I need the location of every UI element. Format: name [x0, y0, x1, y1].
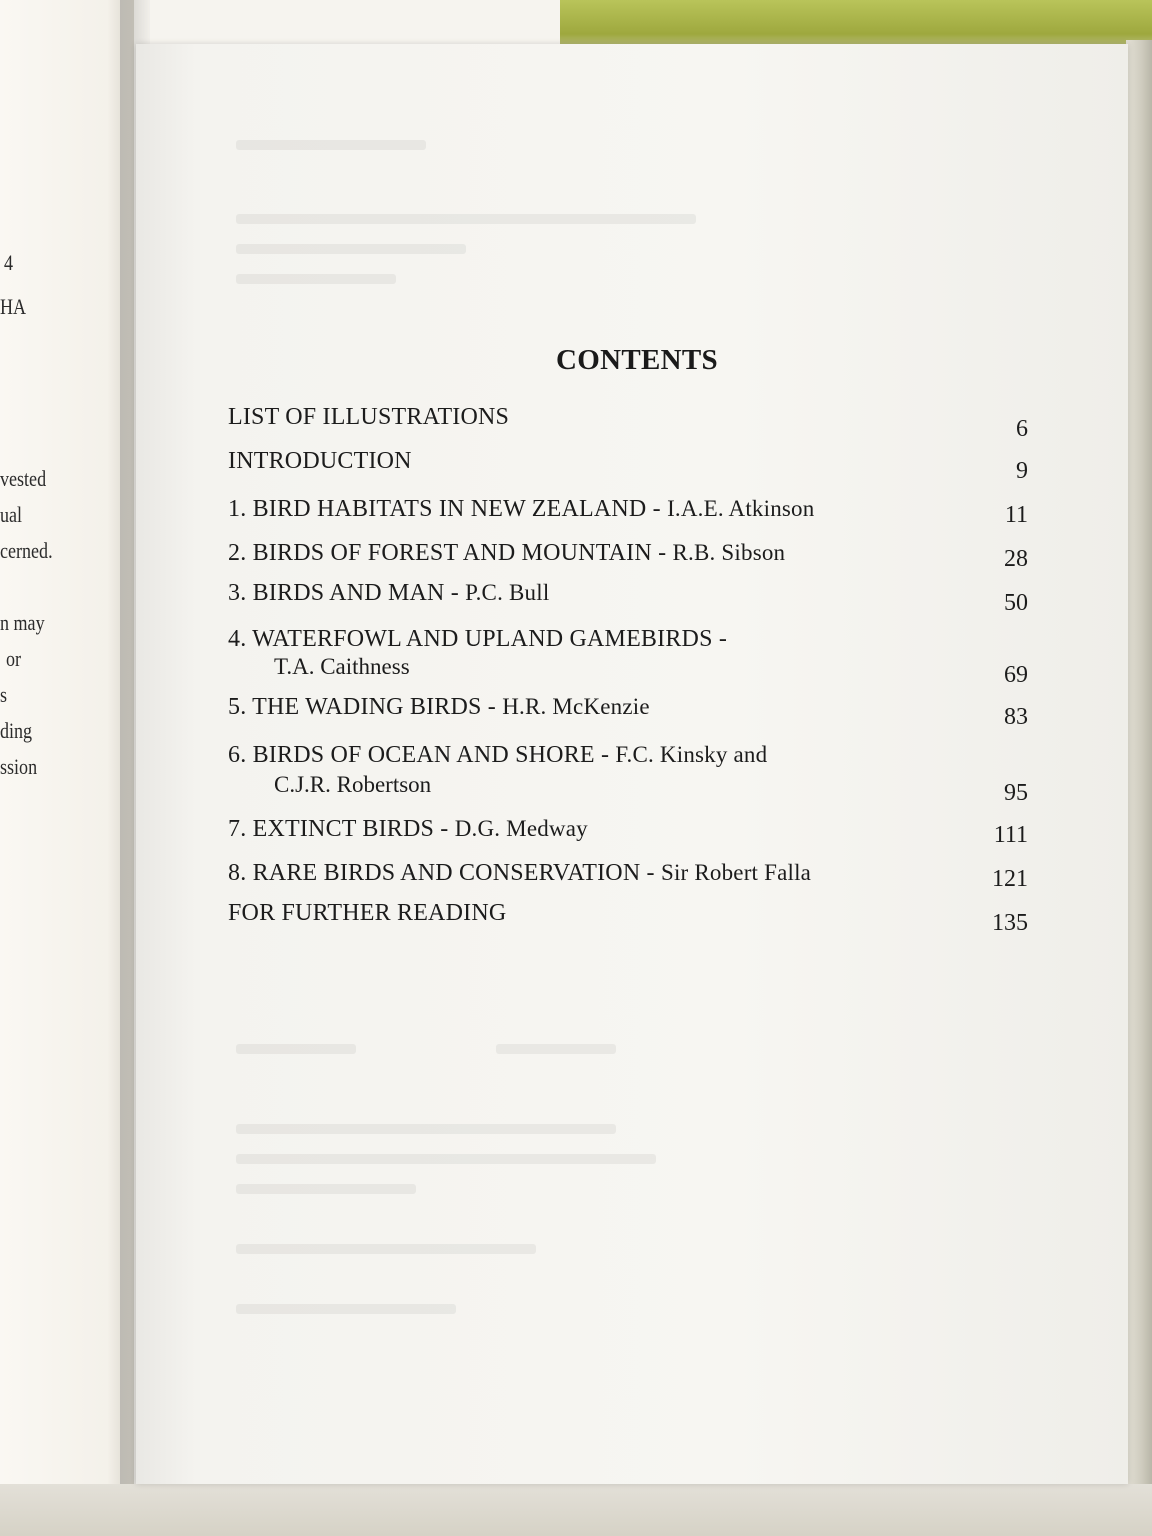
left-page-text: or: [6, 646, 22, 671]
left-page-text: cerned.: [0, 538, 53, 563]
toc-page-number: 28: [1004, 546, 1028, 572]
toc-label: 5. THE WADING BIRDS -: [228, 694, 503, 720]
page-title: CONTENTS: [556, 344, 718, 376]
toc-page-number: 95: [1004, 780, 1028, 806]
toc-label: 6. BIRDS OF OCEAN AND SHORE -: [228, 742, 616, 768]
left-page-text: vested: [0, 466, 47, 491]
toc-label: FOR FURTHER READING: [228, 900, 507, 926]
toc-author: T.A. Caithness: [274, 654, 410, 679]
left-page-text: HA: [0, 294, 27, 319]
left-page: [0, 0, 134, 1536]
toc-page-number: 6: [1016, 416, 1028, 442]
toc-author: Sir Robert Falla: [660, 860, 812, 885]
toc-label: 4. WATERFOWL AND UPLAND GAMEBIRDS -: [228, 626, 728, 652]
toc-label: 3. BIRDS AND MAN -: [228, 580, 466, 606]
toc-author: P.C. Bull: [465, 580, 550, 605]
toc-label: INTRODUCTION: [228, 448, 412, 474]
toc-author: H.R. McKenzie: [502, 694, 650, 719]
toc-author: D.G. Medway: [454, 816, 588, 841]
toc-page-number: 50: [1004, 590, 1028, 616]
left-page-text: s: [0, 682, 8, 707]
toc-page-number: 9: [1016, 458, 1028, 484]
toc-page-number: 69: [1004, 662, 1028, 688]
toc-author: I.A.E. Atkinson: [667, 496, 815, 521]
toc-page-number: 135: [992, 910, 1028, 936]
left-page-text: ding: [0, 718, 33, 743]
toc-label: LIST OF ILLUSTRATIONS: [228, 404, 510, 430]
toc-page-number: 121: [992, 866, 1028, 892]
left-page-text: 4: [4, 250, 14, 275]
toc-author-continued: C.J.R. Robertson: [274, 772, 432, 797]
toc-label: 2. BIRDS OF FOREST AND MOUNTAIN -: [228, 540, 673, 566]
page-stack-edge: [1126, 40, 1152, 1536]
toc-label: 1. BIRD HABITATS IN NEW ZEALAND -: [228, 496, 668, 522]
toc-author: F.C. Kinsky and: [615, 742, 768, 767]
left-page-text: n may: [0, 610, 45, 635]
left-page-text: ssion: [0, 754, 38, 779]
toc-author: R.B. Sibson: [672, 540, 786, 565]
table-surface: [0, 1484, 1152, 1536]
toc-label: 7. EXTINCT BIRDS -: [228, 816, 455, 842]
toc-label: 8. RARE BIRDS AND CONSERVATION -: [228, 860, 661, 886]
toc-page-number: 83: [1004, 704, 1028, 730]
toc-page-number: 11: [1004, 502, 1028, 528]
left-page-text: ual: [0, 502, 23, 527]
toc-page-number: 111: [993, 822, 1028, 848]
